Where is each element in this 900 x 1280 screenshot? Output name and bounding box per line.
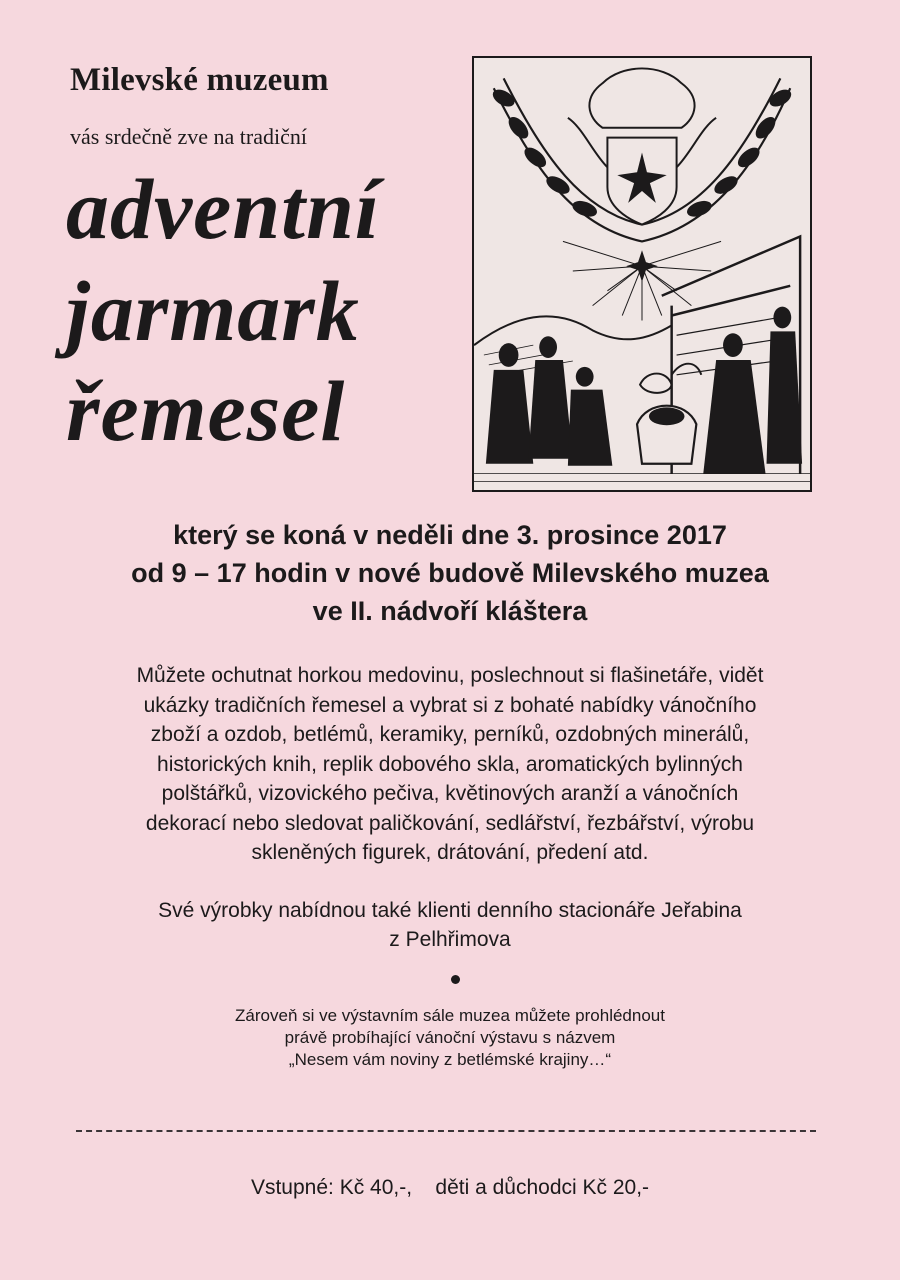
organizer-name: Milevské muzeum xyxy=(70,62,329,98)
description-paragraph xyxy=(40,661,860,868)
description-line: historických knih, replik dobového skla, aromatických bylinných xyxy=(157,752,743,776)
clients-note xyxy=(0,896,900,954)
woodcut-illustration xyxy=(472,56,812,492)
title-line-3: řemesel xyxy=(66,363,346,459)
title-line-1: adventní xyxy=(66,161,380,257)
clients-line-1: Své výrobky nabídnou také klienti denního stacionáře Jeřabina xyxy=(158,899,742,922)
event-time-place: od 9 – 17 hodin v nové budově Milevského muzea xyxy=(131,558,769,588)
exhibition-title: „Nesem vám noviny z betlémské krajiny…“ xyxy=(288,1050,612,1069)
description-line: ukázky tradičních řemesel a vybrat si z bohaté nabídky vánočního xyxy=(143,693,757,717)
description-line: Můžete ochutnat horkou medovinu, poslechnout si flašinetáře, vidět xyxy=(136,664,764,687)
clients-line-2: z Pelhřimova xyxy=(389,928,511,951)
exhibition-line-2: právě probíhající vánoční výstavu s názvem xyxy=(284,1028,616,1047)
event-location: ve II. nádvoří kláštera xyxy=(312,596,588,626)
event-date: který se koná v neděli dne 3. prosince 2017 xyxy=(173,520,727,550)
exhibition-note xyxy=(0,1005,900,1071)
exhibition-line-1: Zároveň si ve výstavním sále muzea můžete prohlédnout xyxy=(235,1006,665,1025)
description-line: skleněných figurek, drátování, předení atd. xyxy=(251,841,649,864)
event-details xyxy=(0,516,900,630)
dashed-divider xyxy=(76,1130,816,1132)
title-line-2: jarmark xyxy=(66,263,360,359)
description-line: zboží a ozdob, betlémů, keramiky, perníků, ozdobných minerálů, xyxy=(150,723,750,746)
bullet-separator xyxy=(451,975,460,984)
description-line: polštářků, vizovického pečiva, květinových aranží a vánočních xyxy=(161,782,739,805)
invitation-text: vás srdečně zve na tradiční xyxy=(70,124,307,149)
admission-prices: Vstupné: Kč 40,-, děti a důchodci Kč 20,- xyxy=(250,1176,650,1199)
description-line: dekorací nebo sledovat paličkování, sedlářství, řezbářství, výrobu xyxy=(145,811,755,835)
